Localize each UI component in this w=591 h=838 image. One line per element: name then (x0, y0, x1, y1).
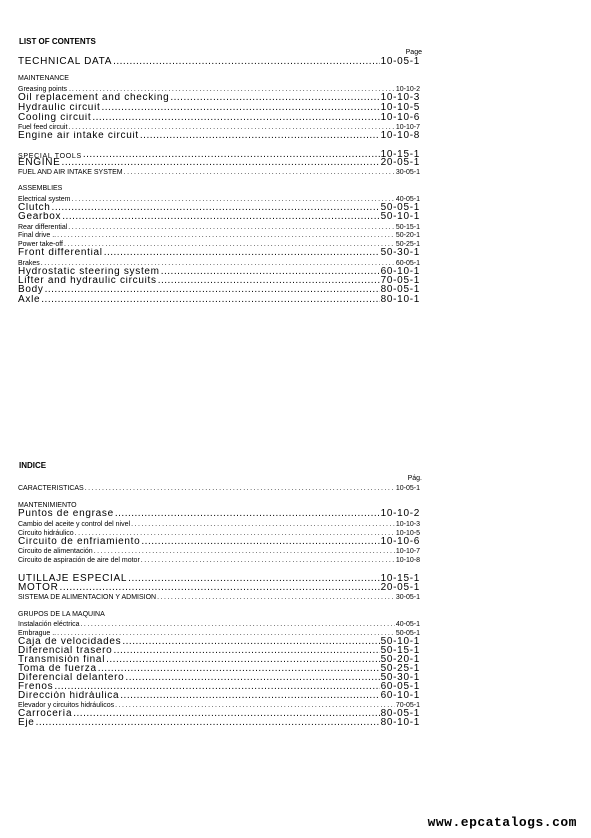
toc-row[interactable]: Engine air intake circuit ..... 10-10-8 (18, 131, 420, 141)
toc-row[interactable]: Dirección hidráulica ..... 60-10-1 (18, 691, 420, 701)
toc-row[interactable]: Instalación eléctrica ..... 40-05-1 (18, 620, 420, 628)
toc-row[interactable]: Diferencial trasero ..... 50-15-1 (18, 646, 420, 656)
toc-row[interactable]: Circuito de aspiración de aire del motor ..... 10-10-8 (18, 556, 420, 564)
toc-row[interactable]: Caja de velocidades ..... 50-10-1 (18, 637, 420, 647)
toc-row[interactable]: Cooling circuit ..... 10-10-6 (18, 113, 420, 123)
toc-row[interactable]: Body ..... 80-05-1 (18, 285, 420, 295)
toc-row[interactable]: UTILLAJE ESPECIAL ..... 10-15-1 (18, 574, 420, 584)
toc-row[interactable]: Carrocería ..... 80-05-1 (18, 709, 420, 719)
toc-row[interactable]: Greasing points . ..... 10-10-2 (18, 85, 420, 93)
toc-row[interactable]: Final drive .. ..... 50-20-1 (18, 231, 420, 239)
toc-row[interactable]: Fuel feed circuit ..... 10-10-7 (18, 123, 420, 131)
toc-row[interactable]: Axle ..... 80-10-1 (18, 295, 420, 305)
toc-row[interactable]: Hydraulic circuit ..... 10-10-5 (18, 103, 420, 113)
toc-row[interactable]: MOTOR ..... 20-05-1 (18, 583, 420, 593)
toc-row[interactable]: ENGINE ..... 20-05-1 (18, 158, 420, 168)
toc-row[interactable]: Toma de fuerza ..... 50-25-1 (18, 664, 420, 674)
toc-row[interactable]: Brakes ..... 60-05-1 (18, 259, 420, 267)
section-maintenance: MAINTENANCE (18, 75, 69, 82)
toc-row[interactable]: Lifter and hydraulic circuits ..... 70-05-1 (18, 276, 420, 286)
toc-row[interactable]: SPECIAL TOOLS ..... 10-15-1 (18, 150, 420, 160)
toc-row[interactable]: Embrague .. ..... 50-05-1 (18, 629, 420, 637)
section-grupos: GRUPOS DE LA MAQUINA (18, 611, 105, 618)
toc-row[interactable]: Front differential ..... 50-30-1 (18, 248, 420, 258)
toc-row[interactable]: Eje ..... 80-10-1 (18, 718, 420, 728)
toc-row[interactable]: Diferencial delantero ..... 50-30-1 (18, 673, 420, 683)
page-column-label: Pág. (407, 475, 422, 482)
toc-row[interactable]: Frenos ..... 60-05-1 (18, 682, 420, 692)
toc-row[interactable]: Circuito de enfriamiento ..... 10-10-6 (18, 537, 420, 547)
indice-title: INDICE (19, 461, 47, 470)
toc-row[interactable]: Electrical system ..... 40-05-1 (18, 195, 420, 203)
toc-row[interactable]: SISTEMA DE ALIMENTACION Y ADMISION ..... 30-05-1 (18, 593, 420, 601)
toc-row[interactable]: Rear differential ..... 50-15-1 (18, 223, 420, 231)
section-assemblies: ASSEMBLIES (18, 185, 63, 192)
page-column-label: Page (405, 49, 422, 56)
toc-row[interactable]: Power take-off ..... 50-25-1 (18, 240, 420, 248)
toc-row[interactable]: Circuito hidráulico ..... 10-10-5 (18, 529, 420, 537)
toc-row[interactable]: Transmisión final ..... 50-20-1 (18, 655, 420, 665)
toc-row[interactable]: Cambio del aceite y control del nivel ..... 10-10-3 (18, 520, 420, 528)
toc-row[interactable]: Gearbox ..... 50-10-1 (18, 212, 420, 222)
list-of-contents-title: LIST OF CONTENTS (19, 37, 96, 46)
toc-row[interactable]: Elevador y circuitos hidráulicos ..... 70-05-1 (18, 701, 420, 709)
toc-row[interactable]: FUEL AND AIR INTAKE SYSTEM ..... 30-05-1 (18, 168, 420, 176)
toc-row[interactable]: Hydrostatic steering system ..... 60-10-1 (18, 267, 420, 277)
website-watermark: www.epcatalogs.com (427, 815, 577, 830)
toc-row[interactable]: Circuito de alimentación ..... 10-10-7 (18, 547, 420, 555)
toc-row[interactable]: Oil replacement and checking ..... 10-10-3 (18, 93, 420, 103)
toc-row[interactable]: TECHNICAL DATA ..... 10-05-1 (18, 57, 420, 67)
toc-row[interactable]: Clutch ..... 50-05-1 (18, 203, 420, 213)
toc-row[interactable]: Puntos de engrase ..... 10-10-2 (18, 509, 420, 519)
toc-row[interactable]: CARACTERISTICAS ..... 10-05-1 (18, 484, 420, 492)
section-mantenimiento: MANTENIMIENTO (18, 502, 77, 509)
